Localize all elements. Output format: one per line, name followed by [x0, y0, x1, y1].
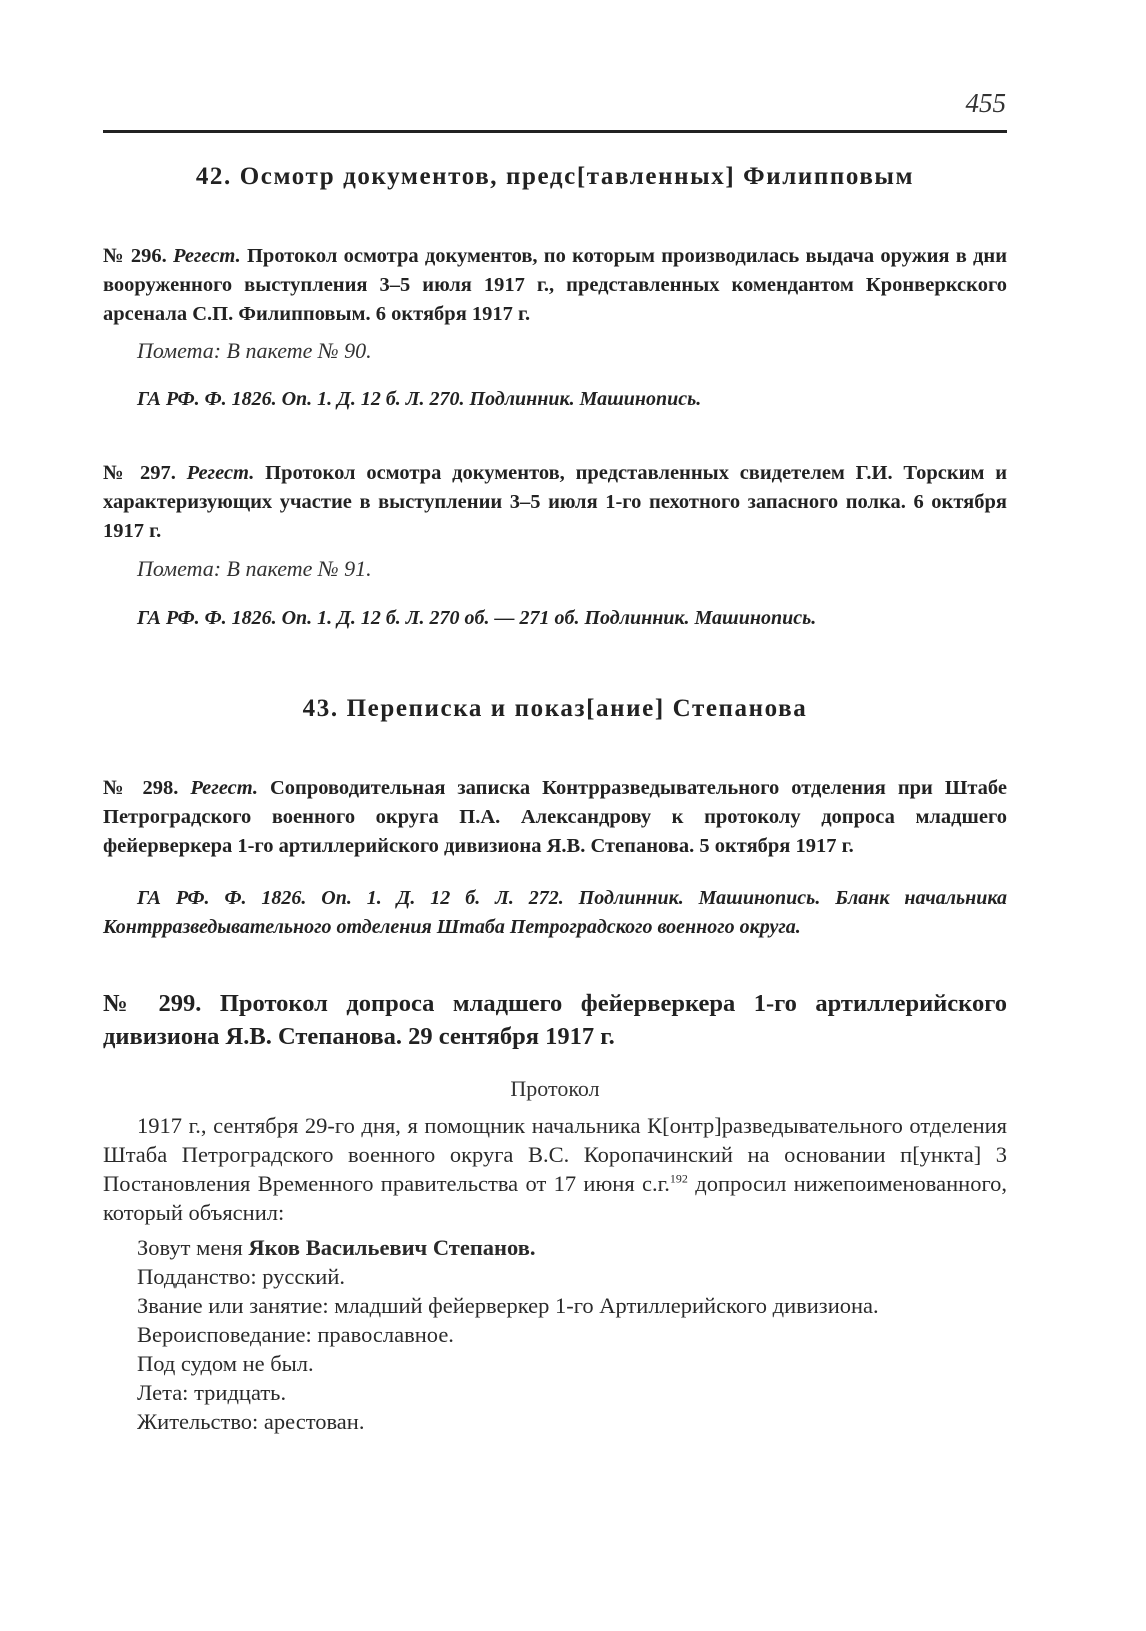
person-name: Яков Васильевич Степанов.: [248, 1235, 536, 1260]
protocol-paragraph-end: допросил нижепоименованного, который объяснил:: [103, 1171, 1007, 1225]
protocol-heading: Протокол: [510, 1076, 600, 1101]
field-rank: Звание или занятие: младший фейерверкер 1-го Артиллерийского дивизиона.: [137, 1293, 879, 1318]
name-line: [137, 1235, 536, 1261]
entry-297-source: ГА РФ. Ф. 1826. Оп. 1. Д. 12 б. Л. 270 об. — 271 об. Подлинник. Машинопись.: [137, 607, 817, 629]
field-trial: Под судом не был.: [137, 1351, 314, 1376]
entry-298: [103, 774, 1007, 861]
entry-297-regest: Регест.: [186, 462, 255, 484]
field-residence: Жительство: арестован.: [137, 1409, 365, 1434]
section-42-title: 42. Осмотр документов, предс[тавленных] Филипповым: [195, 163, 915, 190]
entry-296-source: ГА РФ. Ф. 1826. Оп. 1. Д. 12 б. Л. 270. Подлинник. Машинопись.: [137, 388, 702, 410]
protocol-paragraph-text: 1917 г., сентября 29-го дня, я помощник начальника К[онтр]разведывательного отделения Штаба Петроградского военного округа В.С. Коропачинский на основании п[ункта] 3 Постановления Временного правительства от 17 июня с.г.: [103, 1113, 1007, 1196]
section-43-title: 43. Переписка и показ[ание] Степанова: [302, 695, 808, 722]
protocol-paragraph: [103, 1111, 1007, 1227]
entry-298-source: ГА РФ. Ф. 1826. Оп. 1. Д. 12 б. Л. 272. Подлинник. Машинопись. Бланк начальника Контрразведывательного отделения Штаба Петроградского военного округа.: [103, 887, 1007, 938]
page-number: 455: [965, 88, 1006, 118]
entry-298-regest: Регест.: [190, 777, 259, 799]
entry-299-title: № 299. Протокол допроса младшего фейерверкера 1-го артиллерийского дивизиона Я.В. Степанова. 29 сентября 1917 г.: [103, 990, 1007, 1050]
entry-296: [103, 242, 1007, 329]
entry-297-note: Помета: В пакете № 91.: [137, 556, 372, 581]
footnote-ref: 192: [669, 1171, 688, 1186]
entry-296-regest: Регест.: [173, 245, 241, 267]
entry-298-text: Сопроводительная записка Контрразведывательного отделения при Штабе Петроградского военного округа П.А. Александрову к протоколу допроса младшего фейерверкера 1-го артиллерийского дивизиона Я.В. Степанова. 5 октября 1917 г.: [103, 777, 1007, 857]
field-citizenship: Подданство: русский.: [137, 1264, 346, 1289]
entry-296-note: Помета: В пакете № 90.: [137, 338, 372, 363]
name-prefix: Зовут меня: [137, 1235, 243, 1260]
entry-297-text: Протокол осмотра документов, представленных свидетелем Г.И. Торским и характеризующих участие в выступлении 3–5 июля 1-го пехотного запасного полка. 6 октября 1917 г.: [103, 462, 1008, 542]
entry-297-number: № 297.: [103, 462, 176, 484]
entry-296-number: № 296.: [103, 245, 167, 267]
entry-298-number: № 298.: [103, 777, 179, 799]
entry-297: [103, 459, 1007, 546]
header-rule: [103, 130, 1007, 133]
field-religion: Вероисповедание: православное.: [137, 1322, 454, 1347]
field-age: Лета: тридцать.: [137, 1380, 287, 1405]
entry-296-text: Протокол осмотра документов, по которым производилась выдача оружия в дни вооруженного выступления 3–5 июля 1917 г., представленных комендантом Кронверкского арсенала С.П. Филипповым. 6 октября 1917 г.: [103, 245, 1008, 325]
